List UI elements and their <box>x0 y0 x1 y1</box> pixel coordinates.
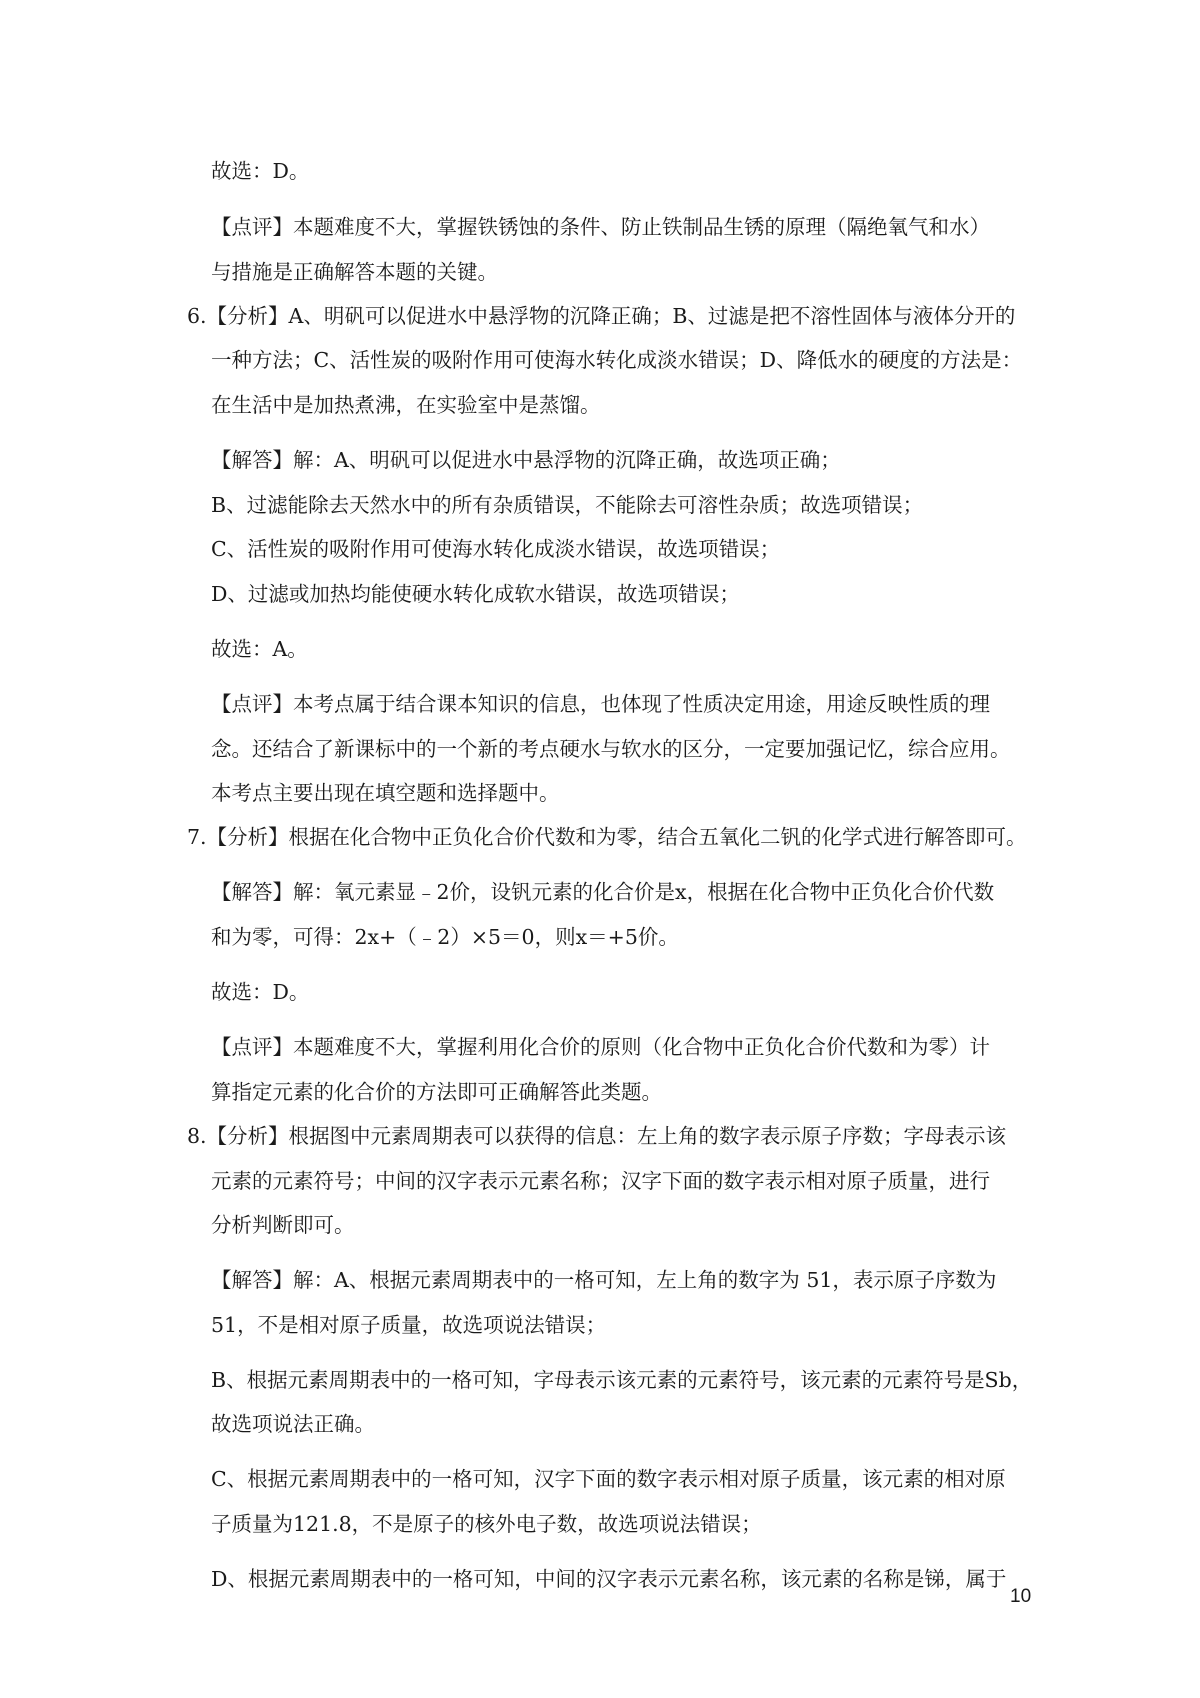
text-line: C、根据元素周期表中的一格可知，汉字下面的数字表示相对原子质量，该元素的相对原 <box>211 1467 1006 1491</box>
text-line: 【解答】解：氧元素显﹣2价，设钒元素的化合价是x，根据在化合物中正负化合价代数 <box>211 880 995 904</box>
text-line: 【点评】本题难度不大，掌握铁锈蚀的条件、防止铁制品生锈的原理（隔绝氧气和水） <box>211 215 990 239</box>
text-line: B、根据元素周期表中的一格可知，字母表示该元素的元素符号，该元素的元素符号是Sb， <box>211 1368 1033 1392</box>
text-line: 和为零，可得：2x+（﹣2）×5＝0，则x＝+5价。 <box>211 925 679 949</box>
text-line: B、过滤能除去天然水中的所有杂质错误，不能除去可溶性杂质；故选项错误； <box>211 493 924 517</box>
text-line: 【点评】本考点属于结合课本知识的信息，也体现了性质决定用途，用途反映性质的理 <box>211 692 990 716</box>
text-line: 6.【分析】A、明矾可以促进水中悬浮物的沉降正确；B、过滤是把不溶性固体与液体分开的 <box>187 304 1016 328</box>
text-line: D、根据元素周期表中的一格可知，中间的汉字表示元素名称，该元素的名称是锑，属于 <box>211 1567 1007 1591</box>
text-line: 元素的元素符号；中间的汉字表示元素名称；汉字下面的数字表示相对原子质量，进行 <box>211 1169 990 1193</box>
page-number: 10 <box>1010 1586 1032 1607</box>
text-line: 与措施是正确解答本题的关键。 <box>211 260 498 284</box>
text-line: 故选项说法正确。 <box>211 1412 375 1436</box>
text-line: 【点评】本题难度不大，掌握利用化合价的原则（化合物中正负化合价代数和为零）计 <box>211 1035 990 1059</box>
text-line: 故选：D。 <box>211 159 310 183</box>
text-line: 一种方法；C、活性炭的吸附作用可使海水转化成淡水错误；D、降低水的硬度的方法是： <box>211 348 1023 372</box>
text-line: 7.【分析】根据在化合物中正负化合价代数和为零，结合五氧化二钒的化学式进行解答即可。 <box>187 825 1027 849</box>
text-line: 算指定元素的化合价的方法即可正确解答此类题。 <box>211 1080 662 1104</box>
text-line: 念。还结合了新课标中的一个新的考点硬水与软水的区分，一定要加强记忆，综合应用。 <box>211 737 1011 761</box>
text-line: 8.【分析】根据图中元素周期表可以获得的信息：左上角的数字表示原子序数；字母表示该 <box>187 1124 1007 1148</box>
text-line: 故选：A。 <box>211 637 308 661</box>
text-line: 本考点主要出现在填空题和选择题中。 <box>211 781 560 805</box>
text-line: 51，不是相对原子质量，故选项说法错误； <box>211 1313 607 1337</box>
text-line: 【解答】解：A、根据元素周期表中的一格可知，左上角的数字为 51，表示原子序数为 <box>211 1268 997 1292</box>
text-line: 【解答】解：A、明矾可以促进水中悬浮物的沉降正确，故选项正确； <box>211 448 841 472</box>
text-line: 故选：D。 <box>211 980 310 1004</box>
text-line: 子质量为121.8，不是原子的核外电子数，故选项说法错误； <box>211 1512 762 1536</box>
text-line: C、活性炭的吸附作用可使海水转化成淡水错误，故选项错误； <box>211 537 781 561</box>
text-line: 在生活中是加热煮沸，在实验室中是蒸馏。 <box>211 393 601 417</box>
text-line: D、过滤或加热均能使硬水转化成软水错误，故选项错误； <box>211 582 740 606</box>
text-line: 分析判断即可。 <box>211 1213 355 1237</box>
